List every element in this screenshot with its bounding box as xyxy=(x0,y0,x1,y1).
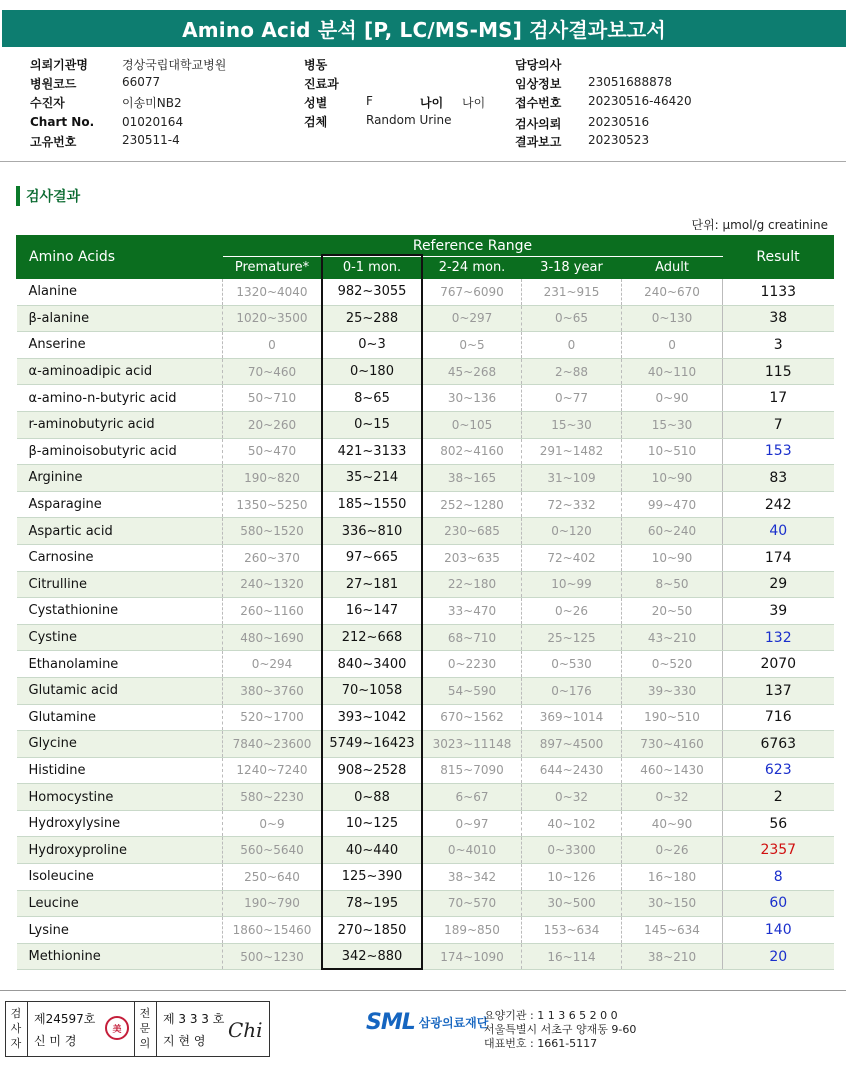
reference-range-cell: 0~32 xyxy=(622,784,723,811)
reference-range-cell: 16~147 xyxy=(322,598,423,625)
info-label-department: 진료과 xyxy=(304,77,339,91)
specialist-name: 지 현 영 xyxy=(163,1034,206,1048)
table-row xyxy=(17,305,834,332)
reference-range-cell: 190~790 xyxy=(223,890,322,917)
report-title: Amino Acid 분석 [P, LC/MS-MS] 검사결과보고서 xyxy=(2,10,846,47)
reference-range-cell: 50~710 xyxy=(223,385,322,412)
reference-range-cell: 0 xyxy=(522,332,622,359)
signature-divider xyxy=(156,1002,157,1056)
info-label-specimen: 검체 xyxy=(304,115,328,129)
table-row xyxy=(17,731,834,758)
reference-range-cell: 0~90 xyxy=(622,385,723,412)
reference-range-cell: 0~32 xyxy=(522,784,622,811)
reference-range-cell: 15~30 xyxy=(622,411,723,438)
reference-range-cell: 20~260 xyxy=(223,411,322,438)
reference-range-cell: 60~240 xyxy=(622,518,723,545)
section-marker xyxy=(16,186,20,206)
header-divider xyxy=(0,161,846,162)
reference-range-cell: 0~105 xyxy=(423,411,522,438)
table-row xyxy=(17,332,834,359)
reference-range-cell: 20~50 xyxy=(622,598,723,625)
amino-acid-name: r-aminobutyric acid xyxy=(17,411,223,438)
reference-range-cell: 260~370 xyxy=(223,544,322,571)
result-value: 83 xyxy=(723,465,834,492)
reference-range-cell: 670~1562 xyxy=(423,704,522,731)
amino-acid-name: Isoleucine xyxy=(17,864,223,891)
table-row xyxy=(17,438,834,465)
reference-range-cell: 2~88 xyxy=(522,358,622,385)
amino-acid-name: Lysine xyxy=(17,917,223,944)
handwritten-signature: Chi xyxy=(228,1018,263,1042)
reference-range-cell: 0~15 xyxy=(322,411,423,438)
info-value-unique-no: 230511-4 xyxy=(122,133,180,147)
reference-range-cell: 16~114 xyxy=(522,943,622,970)
reference-range-cell: 40~440 xyxy=(322,837,423,864)
header-range-3-18-year: 3-18 year xyxy=(522,257,622,279)
reference-range-cell: 0~9 xyxy=(223,810,322,837)
reference-range-cell: 25~125 xyxy=(522,624,622,651)
table-row xyxy=(17,518,834,545)
specialist-license-no: 제 3 3 3 호 xyxy=(163,1012,225,1026)
reference-range-cell: 25~288 xyxy=(322,305,423,332)
amino-acid-name: Histidine xyxy=(17,757,223,784)
reference-range-cell: 8~65 xyxy=(322,385,423,412)
header-reference-range: Reference Range xyxy=(223,236,723,257)
reference-range-cell: 50~470 xyxy=(223,438,322,465)
result-value: 132 xyxy=(723,624,834,651)
reference-range-cell: 10~90 xyxy=(622,465,723,492)
seal-stamp-text: 美 xyxy=(112,1024,122,1035)
result-value: 153 xyxy=(723,438,834,465)
table-row xyxy=(17,385,834,412)
table-row xyxy=(17,598,834,625)
reference-range-cell: 189~850 xyxy=(423,917,522,944)
table-row xyxy=(17,465,834,492)
reference-range-cell: 45~268 xyxy=(423,358,522,385)
reference-range-cell: 0~180 xyxy=(322,358,423,385)
header-range-0-1-mon: 0-1 mon. xyxy=(322,257,423,279)
reference-range-cell: 1860~15460 xyxy=(223,917,322,944)
result-value: 39 xyxy=(723,598,834,625)
reference-range-cell: 190~820 xyxy=(223,465,322,492)
reference-range-cell: 0~65 xyxy=(522,305,622,332)
contact-institution-code: 요양기관 : 1 1 3 6 5 2 0 0 xyxy=(484,1009,618,1022)
reference-range-cell: 3023~11148 xyxy=(423,731,522,758)
table-row xyxy=(17,411,834,438)
reference-range-cell: 125~390 xyxy=(322,864,423,891)
info-value-request-date: 20230516 xyxy=(588,115,650,129)
reference-range-cell: 982~3055 xyxy=(322,279,423,306)
reference-range-cell: 72~402 xyxy=(522,544,622,571)
reference-range-cell: 802~4160 xyxy=(423,438,522,465)
amino-acid-name: Glycine xyxy=(17,731,223,758)
results-body xyxy=(17,279,834,970)
info-label-patient: 수진자 xyxy=(30,96,65,110)
reference-range-cell: 252~1280 xyxy=(423,491,522,518)
tester-license-no: 제24597호 xyxy=(34,1012,96,1026)
reference-range-cell: 39~330 xyxy=(622,677,723,704)
signature-box xyxy=(5,1001,270,1057)
result-value: 38 xyxy=(723,305,834,332)
specialist-label: 전문의 xyxy=(139,1007,151,1050)
reference-range-cell: 1320~4040 xyxy=(223,279,322,306)
amino-acid-name: α-amino-n-butyric acid xyxy=(17,385,223,412)
results-table xyxy=(16,235,834,970)
amino-acid-name: Methionine xyxy=(17,943,223,970)
reference-range-cell: 0~4010 xyxy=(423,837,522,864)
reference-range-cell: 291~1482 xyxy=(522,438,622,465)
info-value-specimen: Random Urine xyxy=(366,113,452,127)
table-row xyxy=(17,864,834,891)
contact-info xyxy=(484,1009,636,1051)
reference-range-cell: 35~214 xyxy=(322,465,423,492)
reference-range-cell: 10~90 xyxy=(622,544,723,571)
reference-range-cell: 250~640 xyxy=(223,864,322,891)
reference-range-cell: 393~1042 xyxy=(322,704,423,731)
table-row xyxy=(17,943,834,970)
result-value: 137 xyxy=(723,677,834,704)
info-value-patient: 이송미NB2 xyxy=(122,96,182,110)
table-row xyxy=(17,810,834,837)
result-value: 6763 xyxy=(723,731,834,758)
table-row xyxy=(17,571,834,598)
info-value-receipt-no: 20230516-46420 xyxy=(588,94,692,108)
reference-range-cell: 0 xyxy=(223,332,322,359)
amino-acid-name: Leucine xyxy=(17,890,223,917)
signature-divider xyxy=(27,1002,28,1056)
table-row xyxy=(17,491,834,518)
reference-range-cell: 68~710 xyxy=(423,624,522,651)
reference-range-cell: 22~180 xyxy=(423,571,522,598)
reference-range-cell: 1020~3500 xyxy=(223,305,322,332)
reference-range-cell: 480~1690 xyxy=(223,624,322,651)
reference-range-cell: 0~5 xyxy=(423,332,522,359)
info-label-request-date: 검사의뢰 xyxy=(515,117,562,131)
reference-range-cell: 0~77 xyxy=(522,385,622,412)
info-label-unique-no: 고유번호 xyxy=(30,135,77,149)
reference-range-cell: 908~2528 xyxy=(322,757,423,784)
info-value-institution: 경상국립대학교병원 xyxy=(122,58,227,72)
amino-acid-name: β-alanine xyxy=(17,305,223,332)
result-value: 29 xyxy=(723,571,834,598)
result-value: 1133 xyxy=(723,279,834,306)
reference-range-cell: 0~26 xyxy=(522,598,622,625)
reference-range-cell: 260~1160 xyxy=(223,598,322,625)
reference-range-cell: 27~181 xyxy=(322,571,423,598)
reference-range-cell: 99~470 xyxy=(622,491,723,518)
reference-range-cell: 460~1430 xyxy=(622,757,723,784)
info-value-age: 나이 xyxy=(462,96,486,110)
seal-stamp xyxy=(105,1016,129,1040)
table-row xyxy=(17,704,834,731)
result-value: 2357 xyxy=(723,837,834,864)
result-value: 2 xyxy=(723,784,834,811)
contact-address: 서울특별시 서초구 양재동 9-60 xyxy=(484,1023,637,1036)
reference-range-cell: 31~109 xyxy=(522,465,622,492)
reference-range-cell: 500~1230 xyxy=(223,943,322,970)
reference-range-cell: 0~176 xyxy=(522,677,622,704)
reference-range-cell: 520~1700 xyxy=(223,704,322,731)
reference-range-cell: 1350~5250 xyxy=(223,491,322,518)
reference-range-cell: 815~7090 xyxy=(423,757,522,784)
table-row xyxy=(17,837,834,864)
result-value: 174 xyxy=(723,544,834,571)
footer-divider xyxy=(0,990,846,991)
reference-range-cell: 0~3300 xyxy=(522,837,622,864)
reference-range-cell: 70~570 xyxy=(423,890,522,917)
amino-acid-name: Glutamic acid xyxy=(17,677,223,704)
reference-range-cell: 580~2230 xyxy=(223,784,322,811)
info-value-clinical-info: 23051688878 xyxy=(588,75,672,89)
reference-range-cell: 38~342 xyxy=(423,864,522,891)
reference-range-cell: 240~670 xyxy=(622,279,723,306)
reference-range-cell: 342~880 xyxy=(322,943,423,970)
reference-range-cell: 54~590 xyxy=(423,677,522,704)
table-row xyxy=(17,358,834,385)
section-title-text: 검사결과 xyxy=(26,189,81,205)
reference-range-cell: 421~3133 xyxy=(322,438,423,465)
amino-acid-name: β-aminoisobutyric acid xyxy=(17,438,223,465)
table-row xyxy=(17,624,834,651)
reference-range-cell: 644~2430 xyxy=(522,757,622,784)
reference-range-cell: 0~520 xyxy=(622,651,723,678)
reference-range-cell: 8~50 xyxy=(622,571,723,598)
reference-range-cell: 78~195 xyxy=(322,890,423,917)
reference-range-cell: 70~1058 xyxy=(322,677,423,704)
reference-range-cell: 0~294 xyxy=(223,651,322,678)
amino-acid-name: Anserine xyxy=(17,332,223,359)
result-value: 17 xyxy=(723,385,834,412)
reference-range-cell: 190~510 xyxy=(622,704,723,731)
reference-range-cell: 30~150 xyxy=(622,890,723,917)
amino-acid-name: Arginine xyxy=(17,465,223,492)
unit-label: 단위: μmol/g creatinine xyxy=(691,218,828,232)
reference-range-cell: 7840~23600 xyxy=(223,731,322,758)
reference-range-cell: 33~470 xyxy=(423,598,522,625)
reference-range-cell: 10~126 xyxy=(522,864,622,891)
reference-range-cell: 97~665 xyxy=(322,544,423,571)
reference-range-cell: 212~668 xyxy=(322,624,423,651)
reference-range-cell: 230~685 xyxy=(423,518,522,545)
section-title xyxy=(16,186,80,206)
reference-range-cell: 336~810 xyxy=(322,518,423,545)
reference-range-cell: 43~210 xyxy=(622,624,723,651)
reference-range-cell: 16~180 xyxy=(622,864,723,891)
reference-range-cell: 0~297 xyxy=(423,305,522,332)
result-value: 20 xyxy=(723,943,834,970)
reference-range-cell: 5749~16423 xyxy=(322,731,423,758)
reference-range-cell: 40~90 xyxy=(622,810,723,837)
patient-info xyxy=(0,52,846,152)
reference-range-cell: 0~530 xyxy=(522,651,622,678)
result-value: 40 xyxy=(723,518,834,545)
amino-acid-name: Citrulline xyxy=(17,571,223,598)
table-row xyxy=(17,677,834,704)
result-value: 3 xyxy=(723,332,834,359)
reference-range-cell: 30~500 xyxy=(522,890,622,917)
reference-range-cell: 0~26 xyxy=(622,837,723,864)
result-value: 140 xyxy=(723,917,834,944)
result-value: 56 xyxy=(723,810,834,837)
table-row xyxy=(17,544,834,571)
table-row xyxy=(17,784,834,811)
result-value: 242 xyxy=(723,491,834,518)
table-row xyxy=(17,651,834,678)
info-value-report-date: 20230523 xyxy=(588,133,650,147)
amino-acid-name: Cystathionine xyxy=(17,598,223,625)
reference-range-cell: 10~99 xyxy=(522,571,622,598)
reference-range-cell: 40~110 xyxy=(622,358,723,385)
reference-range-cell: 153~634 xyxy=(522,917,622,944)
table-row xyxy=(17,890,834,917)
amino-acid-name: Ethanolamine xyxy=(17,651,223,678)
reference-range-cell: 231~915 xyxy=(522,279,622,306)
tester-label: 검사자 xyxy=(10,1007,22,1050)
reference-range-cell: 72~332 xyxy=(522,491,622,518)
header-amino-acids: Amino Acids xyxy=(17,236,223,279)
reference-range-cell: 240~1320 xyxy=(223,571,322,598)
header-result: Result xyxy=(723,236,834,279)
amino-acid-name: Asparagine xyxy=(17,491,223,518)
reference-range-cell: 560~5640 xyxy=(223,837,322,864)
info-label-receipt-no: 접수번호 xyxy=(515,96,562,110)
reference-range-cell: 0~3 xyxy=(322,332,423,359)
header-range-2-24-mon: 2-24 mon. xyxy=(423,257,522,279)
result-value: 60 xyxy=(723,890,834,917)
contact-phone: 대표번호 : 1661-5117 xyxy=(484,1037,598,1050)
info-label-hospital-code: 병원코드 xyxy=(30,77,77,91)
info-label-report-date: 결과보고 xyxy=(515,135,562,149)
reference-range-cell: 840~3400 xyxy=(322,651,423,678)
info-value-sex: F xyxy=(366,94,373,108)
reference-range-cell: 580~1520 xyxy=(223,518,322,545)
reference-range-cell: 30~136 xyxy=(423,385,522,412)
reference-range-cell: 0~88 xyxy=(322,784,423,811)
reference-range-cell: 380~3760 xyxy=(223,677,322,704)
amino-acid-name: Alanine xyxy=(17,279,223,306)
header-range-premature: Premature* xyxy=(223,257,322,279)
info-value-chart-no: 01020164 xyxy=(122,115,184,129)
amino-acid-name: Carnosine xyxy=(17,544,223,571)
reference-range-cell: 185~1550 xyxy=(322,491,423,518)
info-label-age: 나이 xyxy=(420,96,444,110)
info-label-institution: 의뢰기관명 xyxy=(30,58,88,72)
reference-range-cell: 38~210 xyxy=(622,943,723,970)
amino-acid-name: Hydroxylysine xyxy=(17,810,223,837)
result-value: 623 xyxy=(723,757,834,784)
reference-range-cell: 730~4160 xyxy=(622,731,723,758)
reference-range-cell: 10~125 xyxy=(322,810,423,837)
reference-range-cell: 15~30 xyxy=(522,411,622,438)
amino-acid-name: α-aminoadipic acid xyxy=(17,358,223,385)
table-row xyxy=(17,917,834,944)
reference-range-cell: 270~1850 xyxy=(322,917,423,944)
reference-range-cell: 767~6090 xyxy=(423,279,522,306)
signature-divider xyxy=(134,1002,135,1056)
reference-range-cell: 0~120 xyxy=(522,518,622,545)
info-label-clinical-info: 임상정보 xyxy=(515,77,562,91)
reference-range-cell: 0 xyxy=(622,332,723,359)
amino-acid-name: Hydroxyproline xyxy=(17,837,223,864)
amino-acid-name: Cystine xyxy=(17,624,223,651)
tester-name: 신 미 경 xyxy=(34,1034,77,1048)
reference-range-cell: 897~4500 xyxy=(522,731,622,758)
table-row xyxy=(17,757,834,784)
result-value: 8 xyxy=(723,864,834,891)
header-range-adult: Adult xyxy=(622,257,723,279)
sml-logo-mark: SML xyxy=(366,1010,415,1035)
reference-range-cell: 0~2230 xyxy=(423,651,522,678)
table-row xyxy=(17,279,834,306)
result-value: 2070 xyxy=(723,651,834,678)
reference-range-cell: 1240~7240 xyxy=(223,757,322,784)
info-label-chart-no: Chart No. xyxy=(30,115,95,129)
sml-logo-text: 삼광의료재단 xyxy=(418,1016,489,1030)
reference-range-cell: 174~1090 xyxy=(423,943,522,970)
info-label-ward: 병동 xyxy=(304,58,328,72)
reference-range-cell: 203~635 xyxy=(423,544,522,571)
result-value: 716 xyxy=(723,704,834,731)
reference-range-cell: 10~510 xyxy=(622,438,723,465)
reference-range-cell: 6~67 xyxy=(423,784,522,811)
reference-range-cell: 145~634 xyxy=(622,917,723,944)
reference-range-cell: 70~460 xyxy=(223,358,322,385)
amino-acid-name: Glutamine xyxy=(17,704,223,731)
reference-range-cell: 38~165 xyxy=(423,465,522,492)
amino-acid-name: Aspartic acid xyxy=(17,518,223,545)
sml-logo xyxy=(366,1010,488,1035)
result-value: 115 xyxy=(723,358,834,385)
reference-range-cell: 0~130 xyxy=(622,305,723,332)
reference-range-cell: 369~1014 xyxy=(522,704,622,731)
info-label-sex: 성별 xyxy=(304,96,328,110)
info-value-hospital-code: 66077 xyxy=(122,75,161,89)
amino-acid-name: Homocystine xyxy=(17,784,223,811)
reference-range-cell: 0~97 xyxy=(423,810,522,837)
reference-range-cell: 40~102 xyxy=(522,810,622,837)
info-label-doctor: 담당의사 xyxy=(515,58,562,72)
result-value: 7 xyxy=(723,411,834,438)
